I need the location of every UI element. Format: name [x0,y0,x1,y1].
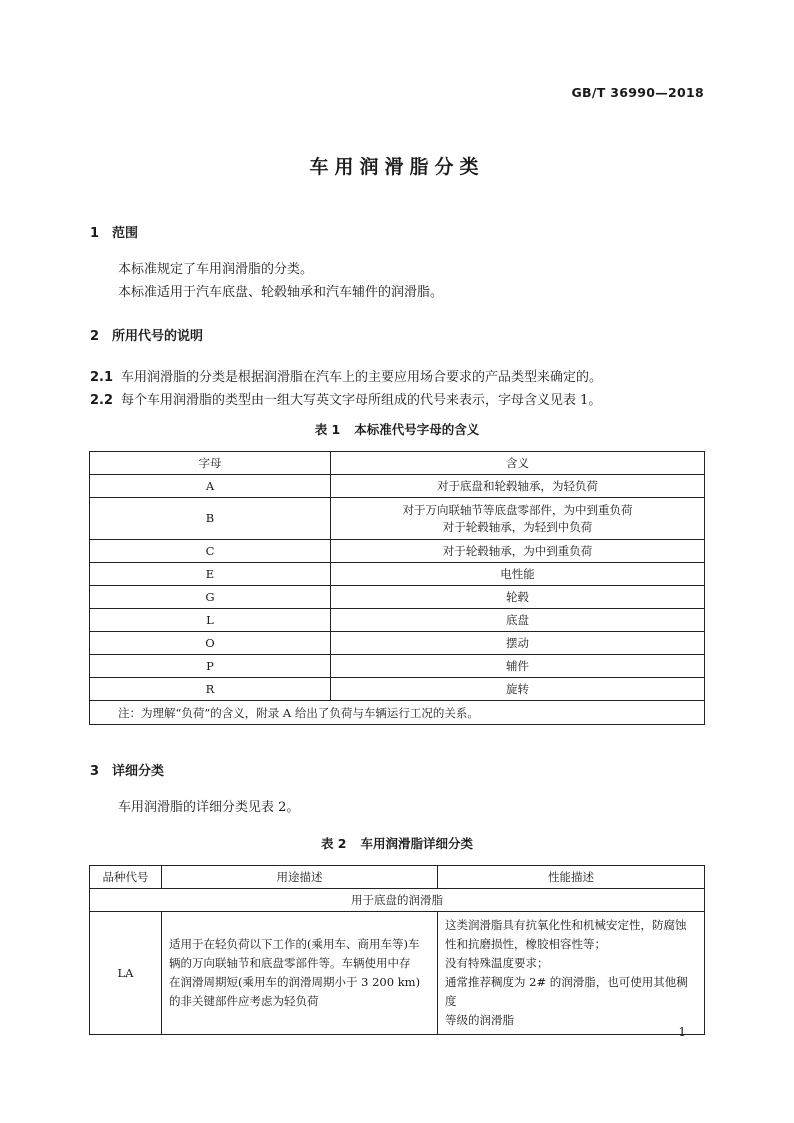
letter-cell: P [90,655,331,678]
section-3-heading [90,760,164,779]
usage-line: 辆的万向联轴节和底盘零部件等。车辆使用中存 [169,956,411,970]
performance-line: 这类润滑脂具有抗氧化性和机械安定性，防腐蚀 [445,918,687,932]
table-row [90,609,705,632]
letter-cell: O [90,632,331,655]
column-header-letter: 字母 [90,452,331,475]
column-header-code: 品种代号 [90,866,162,889]
table-2 [89,865,705,1035]
letter-cell: G [90,586,331,609]
table-row [90,540,705,563]
table-row [90,632,705,655]
section-1-paragraph-1: 本标准规定了车用润滑脂的分类。 [118,262,314,277]
performance-line: 没有特殊温度要求； [445,956,549,970]
table-row [90,912,705,1035]
section-number: 1 [90,226,100,241]
document-title: 车用润滑脂分类 [309,156,485,178]
clause-number: 2.2 [90,393,114,408]
standard-code: GB/T 36990—2018 [571,85,704,100]
table-1 [89,451,705,725]
section-3-paragraph-1: 车用润滑脂的详细分类见表 2。 [118,800,300,815]
clause-2-1 [90,366,602,385]
meaning-cell [331,498,705,540]
letter-cell: A [90,475,331,498]
table-caption-number: 表 2 [320,836,347,851]
usage-cell [162,912,438,1035]
table-1-caption [0,420,794,438]
letter-cell: L [90,609,331,632]
section-title: 所用代号的说明 [112,329,204,344]
letter-cell: B [90,498,331,540]
meaning-line: 对于轮毂轴承，为轻到中负荷 [442,519,593,534]
table-2-caption [0,834,794,852]
table-group-row [90,889,705,912]
meaning-cell: 电性能 [331,563,705,586]
usage-line: 在润滑周期短(乘用车的润滑周期小于 3 200 km) [169,975,421,989]
clause-text: 每个车用润滑脂的类型由一组大写英文字母所组成的代号来表示，字母含义见表 1。 [121,393,602,408]
performance-cell [438,912,705,1035]
table-row [90,678,705,701]
group-title: 用于底盘的润滑脂 [90,889,705,912]
table-row [90,586,705,609]
table-caption-title: 车用润滑脂详细分类 [360,836,474,851]
code-cell: LA [90,912,162,1035]
table-header-row [90,866,705,889]
table-caption-title: 本标准代号字母的含义 [354,422,480,437]
page-number: 1 [678,1025,686,1039]
table-row [90,655,705,678]
column-header-performance: 性能描述 [438,866,705,889]
performance-line: 性和抗磨损性，橡胶相容性等； [445,937,606,951]
section-1-heading [90,222,138,241]
table-caption-number: 表 1 [314,422,341,437]
performance-line: 等级的润滑脂 [445,1013,514,1027]
letter-cell: C [90,540,331,563]
clause-number: 2.1 [90,370,114,385]
table-note: 注：为理解“负荷”的含义，附录 A 给出了负荷与车辆运行工况的关系。 [90,701,705,725]
clause-2-2 [90,389,601,408]
table-note-row [90,701,705,725]
letter-cell: R [90,678,331,701]
table-row [90,475,705,498]
section-title: 详细分类 [112,764,165,779]
meaning-cell: 旋转 [331,678,705,701]
clause-text: 车用润滑脂的分类是根据润滑脂在汽车上的主要应用场合要求的产品类型来确定的。 [121,370,603,385]
table-header-row [90,452,705,475]
column-header-usage: 用途描述 [162,866,438,889]
usage-line: 适用于在轻负荷以下工作的(乘用车、商用车等)车 [169,937,420,951]
meaning-cell: 底盘 [331,609,705,632]
meaning-line: 对于万向联轴节等底盘零部件，为中到重负荷 [402,502,633,517]
meaning-cell: 辅件 [331,655,705,678]
section-title: 范围 [112,226,139,241]
usage-line: 的非关键部件应考虑为轻负荷 [169,994,319,1008]
performance-line: 通常推荐稠度为 2# 的润滑脂，也可使用其他稠度 [445,975,688,1008]
meaning-cell: 对于轮毂轴承，为中到重负荷 [331,540,705,563]
meaning-cell: 对于底盘和轮毂轴承，为轻负荷 [331,475,705,498]
section-1-paragraph-2: 本标准适用于汽车底盘、轮毂轴承和汽车辅件的润滑脂。 [118,285,444,300]
column-header-meaning: 含义 [331,452,705,475]
section-2-heading [90,325,203,344]
table-row [90,498,705,540]
meaning-cell: 轮毂 [331,586,705,609]
letter-cell: E [90,563,331,586]
meaning-cell: 摆动 [331,632,705,655]
section-number: 2 [90,329,100,344]
table-row [90,563,705,586]
section-number: 3 [90,764,100,779]
